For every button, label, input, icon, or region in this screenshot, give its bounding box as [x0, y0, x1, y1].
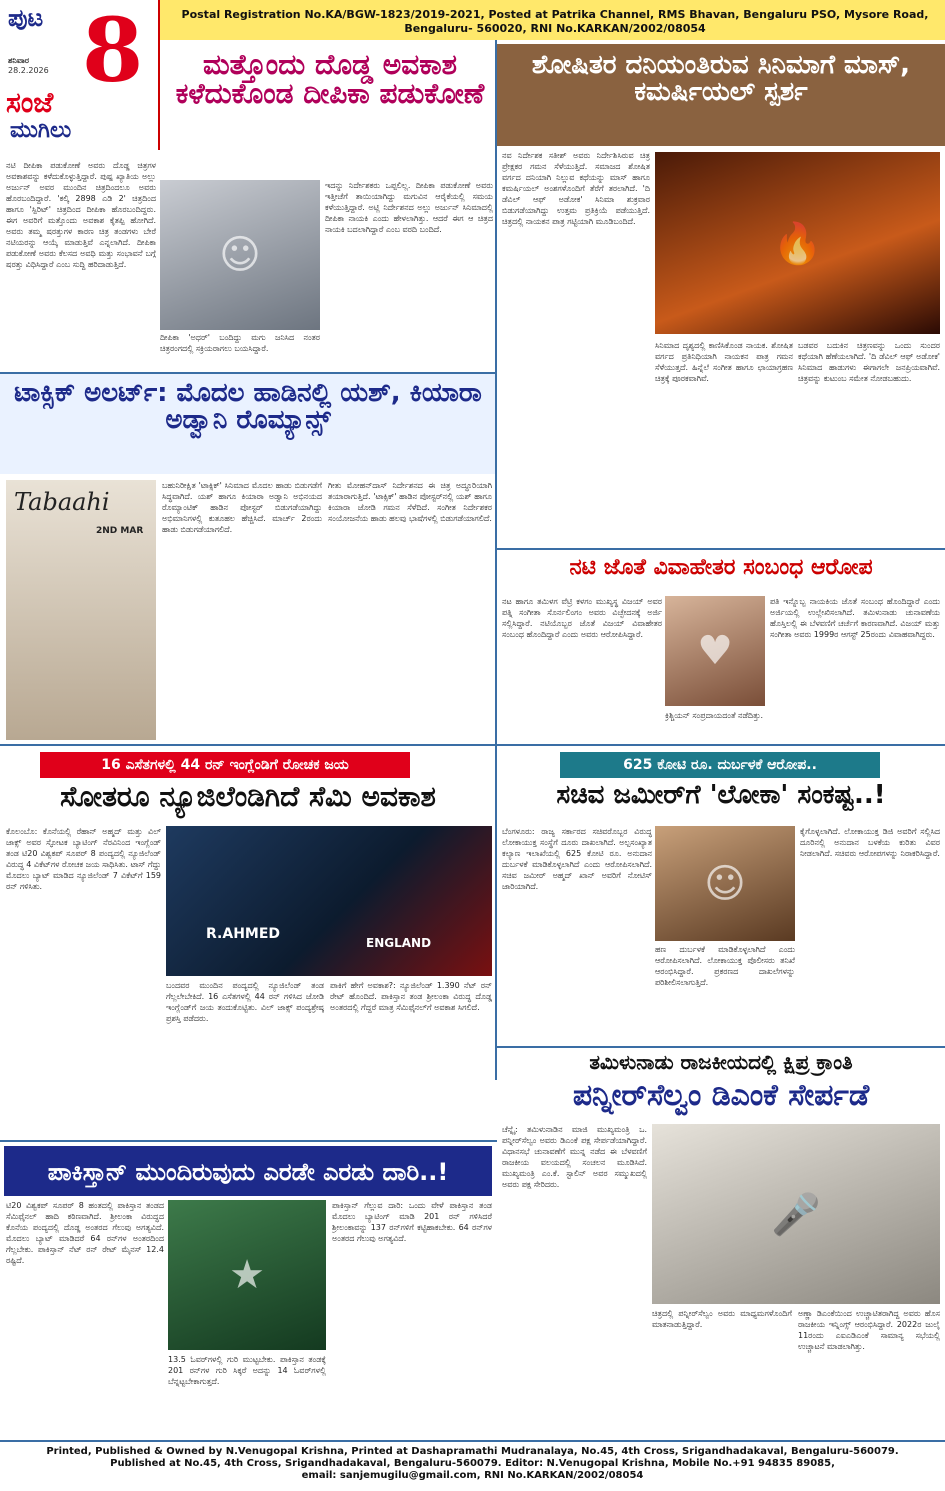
- couple-icon: ♥: [697, 628, 733, 674]
- cricket-col1: ಕೊಲಂಬೊ: ಕೊನೆಯಲ್ಲಿ ರೆಹಾನ್ ಅಹ್ಮದ್ ಮತ್ತು ವಿಲ್ ಜಾಕ್ಸ್ ಅವರ ಸ್ಫೋಟಕ ಬ್ಯಾಟಿಂಗ್ ನೆರವಿನಿಂದ ಇಂಗ್ಲೆಂಡ್ ತಂಡ ಟಿ20 ವಿಶ್ವಕಪ್ ಸೂಪರ್ 8 ಪಂದ್ಯದಲ್ಲಿ ನ್ಯೂಜಿಲೆಂಡ್ ವಿರುದ್ಧ 4 ವಿಕೆಟ್‌ಗಳ ರೋಚಕ ಜಯ ಸಾಧಿಸಿತು. ಟಾಸ್ ಗೆದ್ದು ಮೊದಲು ಬ್ಯಾಟ್ ಮಾಡಿದ ನ್ಯೂಜಿಲೆಂಡ್ 7 ವಿಕೆಟ್‌ಗೆ 159 ರನ್ ಗಳಿಸಿತು.: [6, 827, 161, 891]
- minister-kicker: 625 ಕೋಟಿ ರೂ. ದುರ್ಬಳಕೆ ಆರೋಪ..: [560, 752, 880, 778]
- toxic-headline: ಟಾಕ್ಸಿಕ್ ಅಲರ್ಟ್: ಮೊದಲ ಹಾಡಿನಲ್ಲಿ ಯಶ್, ಕಿಯಾರಾ ಅಡ್ವಾನಿ ರೊಮ್ಯಾನ್ಸ್: [14, 380, 482, 436]
- minister-headline: ಸಚಿವ ಜಮೀರ್‌ಗೆ 'ಲೋಕಾ' ಸಂಕಷ್ಟ..!: [556, 782, 886, 810]
- issue-day: ಶನಿವಾರ: [8, 56, 30, 65]
- cricket-kicker: 16 ಎಸೆತಗಳಲ್ಲಿ 44 ರನ್ ಇಂಗ್ಲೆಂಡಿಗೆ ರೋಚಕ ಜಯ: [40, 752, 410, 778]
- person-icon: ☺: [219, 232, 261, 278]
- page-label: ಪುಟ: [8, 4, 44, 32]
- tn-kicker: ತಮಿಳುನಾಡು ರಾಜಕೀಯದಲ್ಲಿ ಕ್ಷಿಪ್ರ ಕ್ರಾಂತಿ: [589, 1052, 853, 1074]
- rule-h3: [0, 744, 945, 746]
- affair-col2: ಪತಿ ಇನ್ನೊಬ್ಬ ನಾಯಕಿಯ ಜೊತೆ ಸಂಬಂಧ ಹೊಂದಿದ್ದಾರೆ ಎಂದು ಅರ್ಜಿಯಲ್ಲಿ ಉಲ್ಲೇಖಿಸಲಾಗಿದೆ. ತಮಿಳುನಾಡು ಚುನಾವಣೆಯ ಹೊಸ್ತಿಲಲ್ಲಿ ಈ ಬೆಳವಣಿಗೆ ಚರ್ಚೆಗೆ ಕಾರಣವಾಗಿದೆ. ವಿಜಯ್ ಮತ್ತು ಸಂಗೀತಾ ಅವರು 1999ರ ಆಗಸ್ಟ್ 25ರಂದು ವಿವಾಹವಾಗಿದ್ದರು.: [770, 597, 940, 639]
- cinema-col1: ನವ ನಿರ್ದೇಶಕ ಸತೀಶ್ ಅವರು ನಿರ್ದೇಶಿಸಿರುವ ಚಿತ್ರ ಪ್ರೇಕ್ಷಕರ ಗಮನ ಸೆಳೆಯುತ್ತಿದೆ. ಸಮಾಜದ ಶೋಷಿತ ವರ್ಗದ ದನಿಯಾಗಿ ನಿಲ್ಲುವ ಕಥೆಯನ್ನು ಮಾಸ್ ಹಾಗೂ ಕಮರ್ಷಿಯಲ್ ಅಂಶಗಳೊಂದಿಗೆ ತೆರೆಗೆ ತರಲಾಗಿದೆ. 'ದಿ ಡೆವಿಲ್ ಆಫ್ ಅಡೋಕ' ಸಿನಿಮಾ ಶುಕ್ರವಾರ ಬಿಡುಗಡೆಯಾಗಿದ್ದು ಉತ್ತಮ ಪ್ರತಿಕ್ರಿಯೆ ಪಡೆಯುತ್ತಿದೆ. ಚಿತ್ರದಲ್ಲಿ ನಾಯಕನ ಪಾತ್ರ ಗಟ್ಟಿಯಾಗಿ ಮೂಡಿಬಂದಿದೆ.: [502, 151, 650, 226]
- brand-bottom: ಮುಗಿಲು: [10, 118, 72, 143]
- deepika-caption: ದೀಪಿಕಾ 'ಅಧರ್' ಬಂದಿದ್ದು ಮಗು ಜನಿಸಿದ ನಂತರ ಚಿತ್ರರಂಗದಲ್ಲಿ ಸಕ್ರಿಯರಾಗಲು ಬಯಸಿದ್ದಾರೆ.: [160, 333, 320, 353]
- cricket-headline: ಸೋತರೂ ನ್ಯೂಜಿಲೆಂಡಿಗಿದೆ ಸೆಮಿ ಅವಕಾಶ: [60, 782, 436, 813]
- team-icon: ★: [229, 1252, 265, 1298]
- cricket-col2: ಬಂದವರ ಮುಂದಿನ ಪಂದ್ಯದಲ್ಲಿ ನ್ಯೂಜಿಲೆಂಡ್ ತಂಡ ಗೆಲ್ಲಲೇಬೇಕಿದೆ. 16 ಎಸೆತಗಳಲ್ಲಿ 44 ರನ್ ಗಳಿಸಿದ ಜೋಡಿ ಇಂಗ್ಲೆಂಡ್‌ಗೆ ಜಯ ತಂದುಕೊಟ್ಟಿತು. ವಿಲ್ ಜಾಕ್ಸ್ ಪಂದ್ಯಶ್ರೇಷ್ಠ ಪ್ರಶಸ್ತಿ ಪಡೆದರು.: [166, 981, 324, 1023]
- deepika-headline: ಮತ್ತೊಂದು ದೊಡ್ಡ ಅವಕಾಶ ಕಳೆದುಕೊಂಡ ದೀಪಿಕಾ ಪಡುಕೋಣೆ: [175, 50, 485, 111]
- affair-col1: ನಟ ಹಾಗೂ ತಮಿಳಗ ವೆಟ್ರಿ ಕಳಗಂ ಮುಖ್ಯಸ್ಥ ವಿಜಯ್ ಅವರ ಪತ್ನಿ ಸಂಗೀತಾ ಸೊರ್ನಲಿಂಗಂ ಅವರು ವಿಚ್ಛೇದನಕ್ಕೆ ಅರ್ಜಿ ಸಲ್ಲಿಸಿದ್ದಾರೆ. ನಟಿಯೊಬ್ಬರ ಜೊತೆ ವಿಜಯ್ ವಿವಾಹೇತರ ಸಂಬಂಧ ಹೊಂದಿದ್ದಾರೆ ಎಂದು ಅವರು ಆರೋಪಿಸಿದ್ದಾರೆ.: [502, 597, 662, 639]
- imprint-line-1: Printed, Published & Owned by N.Venugopal Krishna, Printed at Dashapramathi Mudranalaya, No.45, 4th Cross, Srigandhadakaval, Bengaluru-560079.: [46, 1446, 899, 1457]
- cinema-col3: ಬಡವರ ಬದುಕಿನ ಚಿತ್ರಣವನ್ನು ಒಂದು ಸುಂದರ ಕಥೆಯಾಗಿ ಹೆಣೆಯಲಾಗಿದೆ. 'ದಿ ಡೆವಿಲ್ ಆಫ್ ಅಡೋಕ' ಸಿನಿಮಾದ ಹಾಡುಗಳು ಈಗಾಗಲೇ ಜನಪ್ರಿಯವಾಗಿವೆ. ಚಿತ್ರವನ್ನು ಕುಟುಂಬ ಸಮೇತ ನೋಡಬಹುದು.: [798, 341, 940, 383]
- minister-col2: ಹಣ ದುರ್ಬಳಕೆ ಮಾಡಿಕೊಳ್ಳಲಾಗಿದೆ ಎಂದು ಆರೋಪಿಸಲಾಗಿದೆ. ಲೋಕಾಯುಕ್ತ ಪೊಲೀಸರು ತನಿಖೆ ಆರಂಭಿಸಿದ್ದಾರೆ. ಪ್ರಕರಣದ ದಾಖಲೆಗಳನ್ನು ಪರಿಶೀಲಿಸಲಾಗುತ್ತಿದೆ.: [655, 945, 795, 987]
- deepika-col1: ನಟಿ ದೀಪಿಕಾ ಪಡುಕೋಣೆ ಅವರು ದೊಡ್ಡ ಚಿತ್ರಗಳ ಅವಕಾಶವನ್ನು ಕಳೆದುಕೊಳ್ಳುತ್ತಿದ್ದಾರೆ. ಪುಷ್ಪ ಖ್ಯಾತಿಯ ಅಲ್ಲು ಅರ್ಜುನ್ ಅವರ ಮುಂದಿನ ಚಿತ್ರದಿಂದಲೂ ಅವರು ಹೊರಬಂದಿದ್ದಾರೆ. 'ಕಲ್ಕಿ 2898 ಎಡಿ 2' ಚಿತ್ರದಿಂದ ಹಾಗೂ 'ಸ್ಪಿರಿಟ್' ಚಿತ್ರದಿಂದ ದೀಪಿಕಾ ಹೊರಬಂದಿದ್ದರು. ಈಗ ಅವರಿಗೆ ಮತ್ತೊಂದು ಅವಕಾಶ ಕೈತಪ್ಪಿ ಹೋಗಿದೆ. ಅವರು ತಮ್ಮ ಷರತ್ತುಗಳ ಕಾರಣ ಚಿತ್ರ ತಂಡಗಳು ಬೇರೆ ನಟಿಯರನ್ನು ಆಯ್ಕೆ ಮಾಡುತ್ತಿವೆ ಎನ್ನಲಾಗಿದೆ. ದೀಪಿಕಾ ಪಡುಕೋಣೆ ಅವರು ಕೆಲಸದ ಅವಧಿ ಮತ್ತು ಸಂಭಾವನೆ ಬಗ್ಗೆ ಷರತ್ತು ವಿಧಿಸಿದ್ದಾರೆ ಎಂಬ ಸುದ್ದಿ ಹರಿದಾಡುತ್ತಿದೆ.: [6, 161, 156, 269]
- imprint-line-2: Published at No.45, 4th Cross, Srigandhadakaval, Bengaluru-560079. Editor: N.Venugopal Krishna, Mobile No.+91 94835 89085,: [110, 1458, 835, 1469]
- pakistan-team-photo: [168, 1200, 326, 1350]
- toxic-col2: ಗೀತು ಮೋಹನ್‌ದಾಸ್ ನಿರ್ದೇಶನದ ಈ ಚಿತ್ರ ಅದ್ಧೂರಿಯಾಗಿ ತಯಾರಾಗುತ್ತಿದೆ. 'ಟಾಕ್ಸಿಕ್' ಹಾಡಿನ ಪೋಸ್ಟರ್‌ನಲ್ಲಿ ಯಶ್ ಹಾಗೂ ಕಿಯಾರಾ ಜೋಡಿ ಗಮನ ಸೆಳೆದಿದೆ. ಸಂಗೀತ ನಿರ್ದೇಶಕರ ಸಂಯೋಜನೆಯ ಹಾಡು ಹಲವು ಭಾಷೆಗಳಲ್ಲಿ ಬಿಡುಗಡೆಯಾಗಲಿದೆ.: [328, 481, 492, 523]
- cricket-photo: [166, 826, 492, 976]
- deepika-col2: ಇದನ್ನು ನಿರ್ದೇಶಕರು ಒಪ್ಪಲಿಲ್ಲ. ದೀಪಿಕಾ ಪಡುಕೋಣೆ ಅವರು ಇತ್ತೀಚೆಗೆ ತಾಯಿಯಾಗಿದ್ದು ಮಗುವಿನ ಆರೈಕೆಯಲ್ಲಿ ಸಮಯ ಕಳೆಯುತ್ತಿದ್ದಾರೆ. ಅಟ್ಲಿ ನಿರ್ದೇಶನದ ಅಲ್ಲು ಅರ್ಜುನ್ ಸಿನಿಮಾದಲ್ಲಿ ದೀಪಿಕಾ ನಾಯಕಿ ಎಂದು ಹೇಳಲಾಗಿತ್ತು. ಆದರೆ ಈಗ ಆ ಚಿತ್ರದ ನಾಯಕಿ ಬದಲಾಗಿದ್ದಾರೆ ಎಂಬ ವರದಿ ಬಂದಿದೆ.: [325, 181, 493, 234]
- player-name: R.AHMED: [206, 926, 281, 942]
- player-team: ENGLAND: [366, 936, 432, 950]
- postal-registration: Postal Registration No.KA/BGW-1823/2019-2021, Posted at Patrika Channel, RMS Bhavan, Bengaluru PSO, Mysore Road, Bengaluru- 560020, RNI No.KARKAN/2002/08054: [181, 8, 929, 35]
- rule-h5: [0, 1140, 497, 1142]
- pakistan-col3: ಪಾಕಿಸ್ತಾನ್ ಗೆಲ್ಲುವ ದಾರಿ: ಒಂದು ವೇಳೆ ಪಾಕಿಸ್ತಾನ ತಂಡ ಮೊದಲು ಬ್ಯಾಟಿಂಗ್ ಮಾಡಿ 201 ರನ್ ಗಳಿಸಿದರೆ ಶ್ರೀಲಂಕಾವನ್ನು 137 ರನ್‌ಗಳಿಗೆ ಕಟ್ಟಿಹಾಕಬೇಕು. 64 ರನ್‌ಗಳ ಅಂತರದ ಗೆಲುವು ಅಗತ್ಯವಿದೆ.: [332, 1201, 492, 1243]
- issue-date: 28.2.2026: [8, 66, 49, 75]
- tn-col3: ಅಣ್ಣಾ ಡಿಎಂಕೆಯಿಂದ ಉಚ್ಚಾಟಿತರಾಗಿದ್ದ ಅವರು ಹೊಸ ರಾಜಕೀಯ ಇನ್ನಿಂಗ್ಸ್ ಆರಂಭಿಸಿದ್ದಾರೆ. 2022ರ ಜುಲೈ 11ರಂದು ಎಐಎಡಿಎಂಕೆ ಸಾಮಾನ್ಯ ಸಭೆಯಲ್ಲಿ ಉಚ್ಚಾಟನೆ ಮಾಡಲಾಗಿತ್ತು.: [798, 1309, 940, 1351]
- flame-icon: 🔥: [772, 220, 823, 267]
- tn-col2: ಚಿತ್ರದಲ್ಲಿ ಪನ್ನೀರ್‌ಸೆಲ್ವಂ ಅವರು ಮಾಧ್ಯಮಗಳೊಂದಿಗೆ ಮಾತನಾಡುತ್ತಿದ್ದಾರೆ.: [652, 1309, 792, 1329]
- rule-h4: [497, 1046, 945, 1048]
- pakistan-headline: ಪಾಕಿಸ್ತಾನ್ ಮುಂದಿರುವುದು ಎರಡೇ ಎರಡು ದಾರಿ..!: [47, 1158, 449, 1186]
- minister-col3: ಕೈಗೊಳ್ಳಲಾಗಿದೆ. ಲೋಕಾಯುಕ್ತ ಡಿಜಿ ಅವರಿಗೆ ಸಲ್ಲಿಸಿದ ದೂರಿನಲ್ಲಿ ಅನುದಾನ ಬಳಕೆಯ ಕುರಿತು ವಿವರ ನೀಡಲಾಗಿದೆ. ಸಚಿವರು ಆರೋಪಗಳನ್ನು ನಿರಾಕರಿಸಿದ್ದಾರೆ.: [800, 827, 940, 858]
- affair-caption: ಕ್ರಿಶ್ಚಿಯನ್ ಸಂಪ್ರದಾಯದಂತೆ ನಡೆದಿತ್ತು.: [665, 711, 764, 720]
- page-number: 8: [82, 0, 144, 102]
- rule-h2: [497, 548, 945, 550]
- brand-top: ಸಂಜೆ: [6, 86, 54, 119]
- imprint-footer: [0, 1440, 945, 1491]
- affair-photo: [665, 596, 765, 706]
- cinema-still-photo: [655, 152, 940, 334]
- tn-headline: ಪನ್ನೀರ್‌ಸೆಲ್ವಂ ಡಿಎಂಕೆ ಸೇರ್ಪಡೆ: [572, 1080, 870, 1113]
- tn-photo: [652, 1124, 940, 1304]
- toxic-col1: ಬಹುನಿರೀಕ್ಷಿತ 'ಟಾಕ್ಸಿಕ್' ಸಿನಿಮಾದ ಮೊದಲ ಹಾಡು ಬಿಡುಗಡೆಗೆ ಸಿದ್ಧವಾಗಿದೆ. ಯಶ್ ಹಾಗೂ ಕಿಯಾರಾ ಅಡ್ವಾನಿ ಅಭಿನಯದ ರೊಮ್ಯಾಂಟಿಕ್ ಹಾಡಿನ ಪೋಸ್ಟರ್ ಬಿಡುಗಡೆಯಾಗಿದ್ದು ಅಭಿಮಾನಿಗಳಲ್ಲಿ ಕುತೂಹಲ ಹೆಚ್ಚಿಸಿದೆ. ಮಾರ್ಚ್ 2ರಂದು ಹಾಡು ಬಿಡುಗಡೆಯಾಗಲಿದೆ.: [162, 481, 322, 534]
- cinema-col2: ಸಿನಿಮಾದ ದೃಶ್ಯದಲ್ಲಿ ಕಾಣಿಸಿಕೊಂಡ ನಾಯಕ. ಶೋಷಿತ ವರ್ಗದ ಪ್ರತಿನಿಧಿಯಾಗಿ ನಾಯಕನ ಪಾತ್ರ ಗಮನ ಸೆಳೆಯುತ್ತದೆ. ಹಿನ್ನೆಲೆ ಸಂಗೀತ ಹಾಗೂ ಛಾಯಾಗ್ರಹಣ ಚಿತ್ರಕ್ಕೆ ಪೂರಕವಾಗಿವೆ.: [655, 341, 793, 383]
- affair-headline: ನಟಿ ಜೊತೆ ವಿವಾಹೇತರ ಸಂಬಂಧ ಆರೋಪ: [569, 556, 873, 580]
- minister-col1: ಬೆಂಗಳೂರು: ರಾಜ್ಯ ಸರ್ಕಾರದ ಸಚಿವರೊಬ್ಬರ ವಿರುದ್ಧ ಲೋಕಾಯುಕ್ತ ಸಂಸ್ಥೆಗೆ ದೂರು ದಾಖಲಾಗಿದೆ. ಅಲ್ಪಸಂಖ್ಯಾತ ಕಲ್ಯಾಣ ಇಲಾಖೆಯಲ್ಲಿ 625 ಕೋಟಿ ರೂ. ಅನುದಾನ ದುರ್ಬಳಕೆ ಮಾಡಿಕೊಳ್ಳಲಾಗಿದೆ ಎಂದು ಆರೋಪಿಸಲಾಗಿದೆ. ಸಚಿವ ಜಮೀರ್ ಅಹ್ಮದ್ ಖಾನ್ ಅವರಿಗೆ ನೋಟಿಸ್ ಜಾರಿಯಾಗಿದೆ.: [502, 827, 652, 891]
- rule-v-main: [495, 40, 497, 1080]
- poster-date: 2ND MAR: [96, 526, 144, 536]
- deepika-photo: [160, 180, 320, 330]
- imprint-line-3: email: sanjemugilu@gmail.com, RNI No.KARKAN/2002/08054: [301, 1470, 644, 1481]
- cricket-col3: ಪಾಕಿಗೆ ಹೇಗೆ ಅವಕಾಶ?: ನ್ಯೂಜಿಲೆಂಡ್ 1.390 ನೆಟ್ ರನ್ ರೇಟ್ ಹೊಂದಿದೆ. ಪಾಕಿಸ್ತಾನ ತಂಡ ಶ್ರೀಲಂಕಾ ವಿರುದ್ಧ ದೊಡ್ಡ ಅಂತರದಲ್ಲಿ ಗೆದ್ದರೆ ಮಾತ್ರ ಸೆಮಿಫೈನಲ್‌ಗೆ ಅವಕಾಶ ಸಿಗಲಿದೆ.: [330, 981, 492, 1012]
- person-icon: ☺: [704, 860, 746, 907]
- cinema-headline: ಶೋಷಿತರ ದನಿಯಂತಿರುವ ಸಿನಿಮಾಗೆ ಮಾಸ್, ಕಮರ್ಷಿಯಲ್ ಸ್ಪರ್ಶ: [531, 52, 911, 108]
- toxic-poster: [6, 480, 156, 740]
- poster-title: Tabaahi: [14, 488, 110, 516]
- pakistan-col2: 13.5 ಓವರ್‌ಗಳಲ್ಲಿ ಗುರಿ ಮುಟ್ಟಬೇಕು. ಪಾಕಿಸ್ತಾನ ತಂಡಕ್ಕೆ 201 ರನ್‌ಗಳ ಗುರಿ ಸಿಕ್ಕರೆ ಅದನ್ನು 14 ಓವರ್‌ಗಳಲ್ಲಿ ಬೆನ್ನಟ್ಟಬೇಕಾಗುತ್ತದೆ.: [168, 1355, 326, 1386]
- microphone-icon: 🎤: [771, 1191, 821, 1238]
- minister-photo: [655, 826, 795, 941]
- pakistan-col1: ಟಿ20 ವಿಶ್ವಕಪ್ ಸೂಪರ್ 8 ಹಂತದಲ್ಲಿ ಪಾಕಿಸ್ತಾನ ತಂಡದ ಸೆಮಿಫೈನಲ್ ಹಾದಿ ಕಠಿಣವಾಗಿದೆ. ಶ್ರೀಲಂಕಾ ವಿರುದ್ಧದ ಕೊನೆಯ ಪಂದ್ಯದಲ್ಲಿ ದೊಡ್ಡ ಅಂತರದ ಗೆಲುವು ಅಗತ್ಯವಿದೆ. ಮೊದಲು ಬ್ಯಾಟ್ ಮಾಡಿದರೆ 64 ರನ್‌ಗಳ ಅಂತರದಿಂದ ಗೆಲ್ಲಬೇಕು. ಪಾಕಿಸ್ತಾನ್ ನೆಟ್ ರನ್ ರೇಟ್ ಮೈನಸ್ 12.4 ರಷ್ಟಿದೆ.: [6, 1201, 164, 1265]
- tn-col1: ಚೆನ್ನೈ: ತಮಿಳುನಾಡಿನ ಮಾಜಿ ಮುಖ್ಯಮಂತ್ರಿ ಒ. ಪನ್ನೀರ್‌ಸೆಲ್ವಂ ಅವರು ಡಿಎಂಕೆ ಪಕ್ಷ ಸೇರ್ಪಡೆಯಾಗಿದ್ದಾರೆ. ವಿಧಾನಸಭೆ ಚುನಾವಣೆಗೆ ಮುನ್ನ ನಡೆದ ಈ ಬೆಳವಣಿಗೆ ರಾಜಕೀಯ ವಲಯದಲ್ಲಿ ಸಂಚಲನ ಮೂಡಿಸಿದೆ. ಮುಖ್ಯಮಂತ್ರಿ ಎಂ.ಕೆ. ಸ್ಟಾಲಿನ್ ಅವರ ಸಮ್ಮುಖದಲ್ಲಿ ಅವರು ಪಕ್ಷ ಸೇರಿದರು.: [502, 1125, 647, 1189]
